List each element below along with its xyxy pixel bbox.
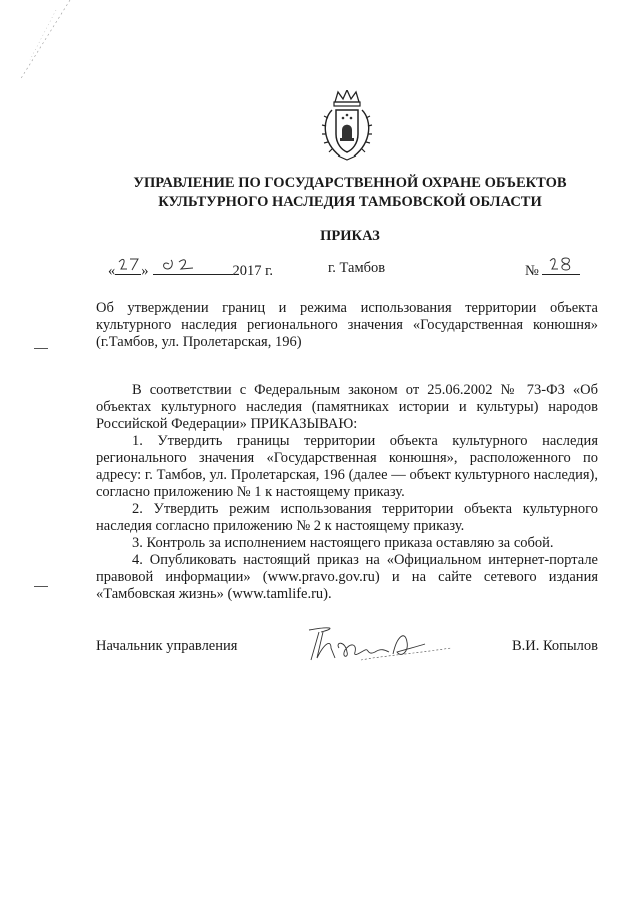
order-item-3: 3. Контроль за исполнением настоящего приказа оставляю за собой.	[132, 535, 554, 551]
number-label: №	[525, 263, 539, 279]
order-subject: Об утверждении границ и режима использования территории объекта культурного наследия регионального значения «Государственная конюшня» (г.Тамбов, ул. Пролетарская, 196)	[96, 300, 598, 350]
order-body	[96, 382, 598, 603]
signature-block	[96, 630, 598, 670]
coat-of-arms-emblem	[318, 90, 376, 162]
document-type-heading: ПРИКАЗ	[320, 228, 380, 244]
signatory-title: Начальник управления	[96, 638, 238, 654]
open-quote: «	[108, 263, 116, 279]
order-item-2: 2. Утвердить режим использования территории объекта культурного наследия согласно приложению № 2 к настоящему приказу.	[96, 501, 598, 534]
margin-mark	[34, 586, 48, 587]
organization-line-1: УПРАВЛЕНИЕ ПО ГОСУДАРСТВЕННОЙ ОХРАНЕ ОБЪЕКТОВ	[133, 175, 567, 191]
order-number	[525, 260, 580, 280]
date-month-field	[153, 260, 233, 275]
margin-mark	[34, 348, 48, 349]
close-quote: »	[141, 263, 149, 279]
handwritten-number	[544, 256, 578, 272]
signatory-name: В.И. Копылов	[511, 638, 598, 654]
order-date	[108, 260, 273, 280]
preamble-paragraph: В соответствии с Федеральным законом от 25.06.2002 № 73-ФЗ «Об объектах культурного наследия (памятниках истории и культуры) народов Российской Федерации» ПРИКАЗЫВАЮ:	[96, 382, 598, 432]
order-item-4: 4. Опубликовать настоящий приказ на «Официальном интернет-портале правовой информации» (www.pravo.gov.ru) и на сайте сетевого издания «Тамбовская жизнь» (www.tamlife.ru).	[96, 552, 598, 602]
organization-name	[60, 174, 640, 212]
number-field	[542, 260, 580, 275]
handwritten-day	[117, 256, 141, 272]
date-day-field	[115, 260, 141, 275]
handwritten-signature	[301, 622, 461, 666]
order-item-1: 1. Утвердить границы территории объекта культурного наследия регионального значения «Государственная конюшня», расположенного по адресу: г. Тамбов, ул. Пролетарская, 196 (далее — объект культурного наследия), согласно приложению № 1 к настоящему приказу.	[96, 433, 598, 500]
order-city: г. Тамбов	[328, 260, 386, 276]
scan-artifact-lines	[0, 0, 120, 120]
date-year: 2017 г.	[232, 263, 274, 279]
organization-line-2: КУЛЬТУРНОГО НАСЛЕДИЯ ТАМБОВСКОЙ ОБЛАСТИ	[158, 194, 542, 210]
handwritten-month	[155, 256, 215, 272]
